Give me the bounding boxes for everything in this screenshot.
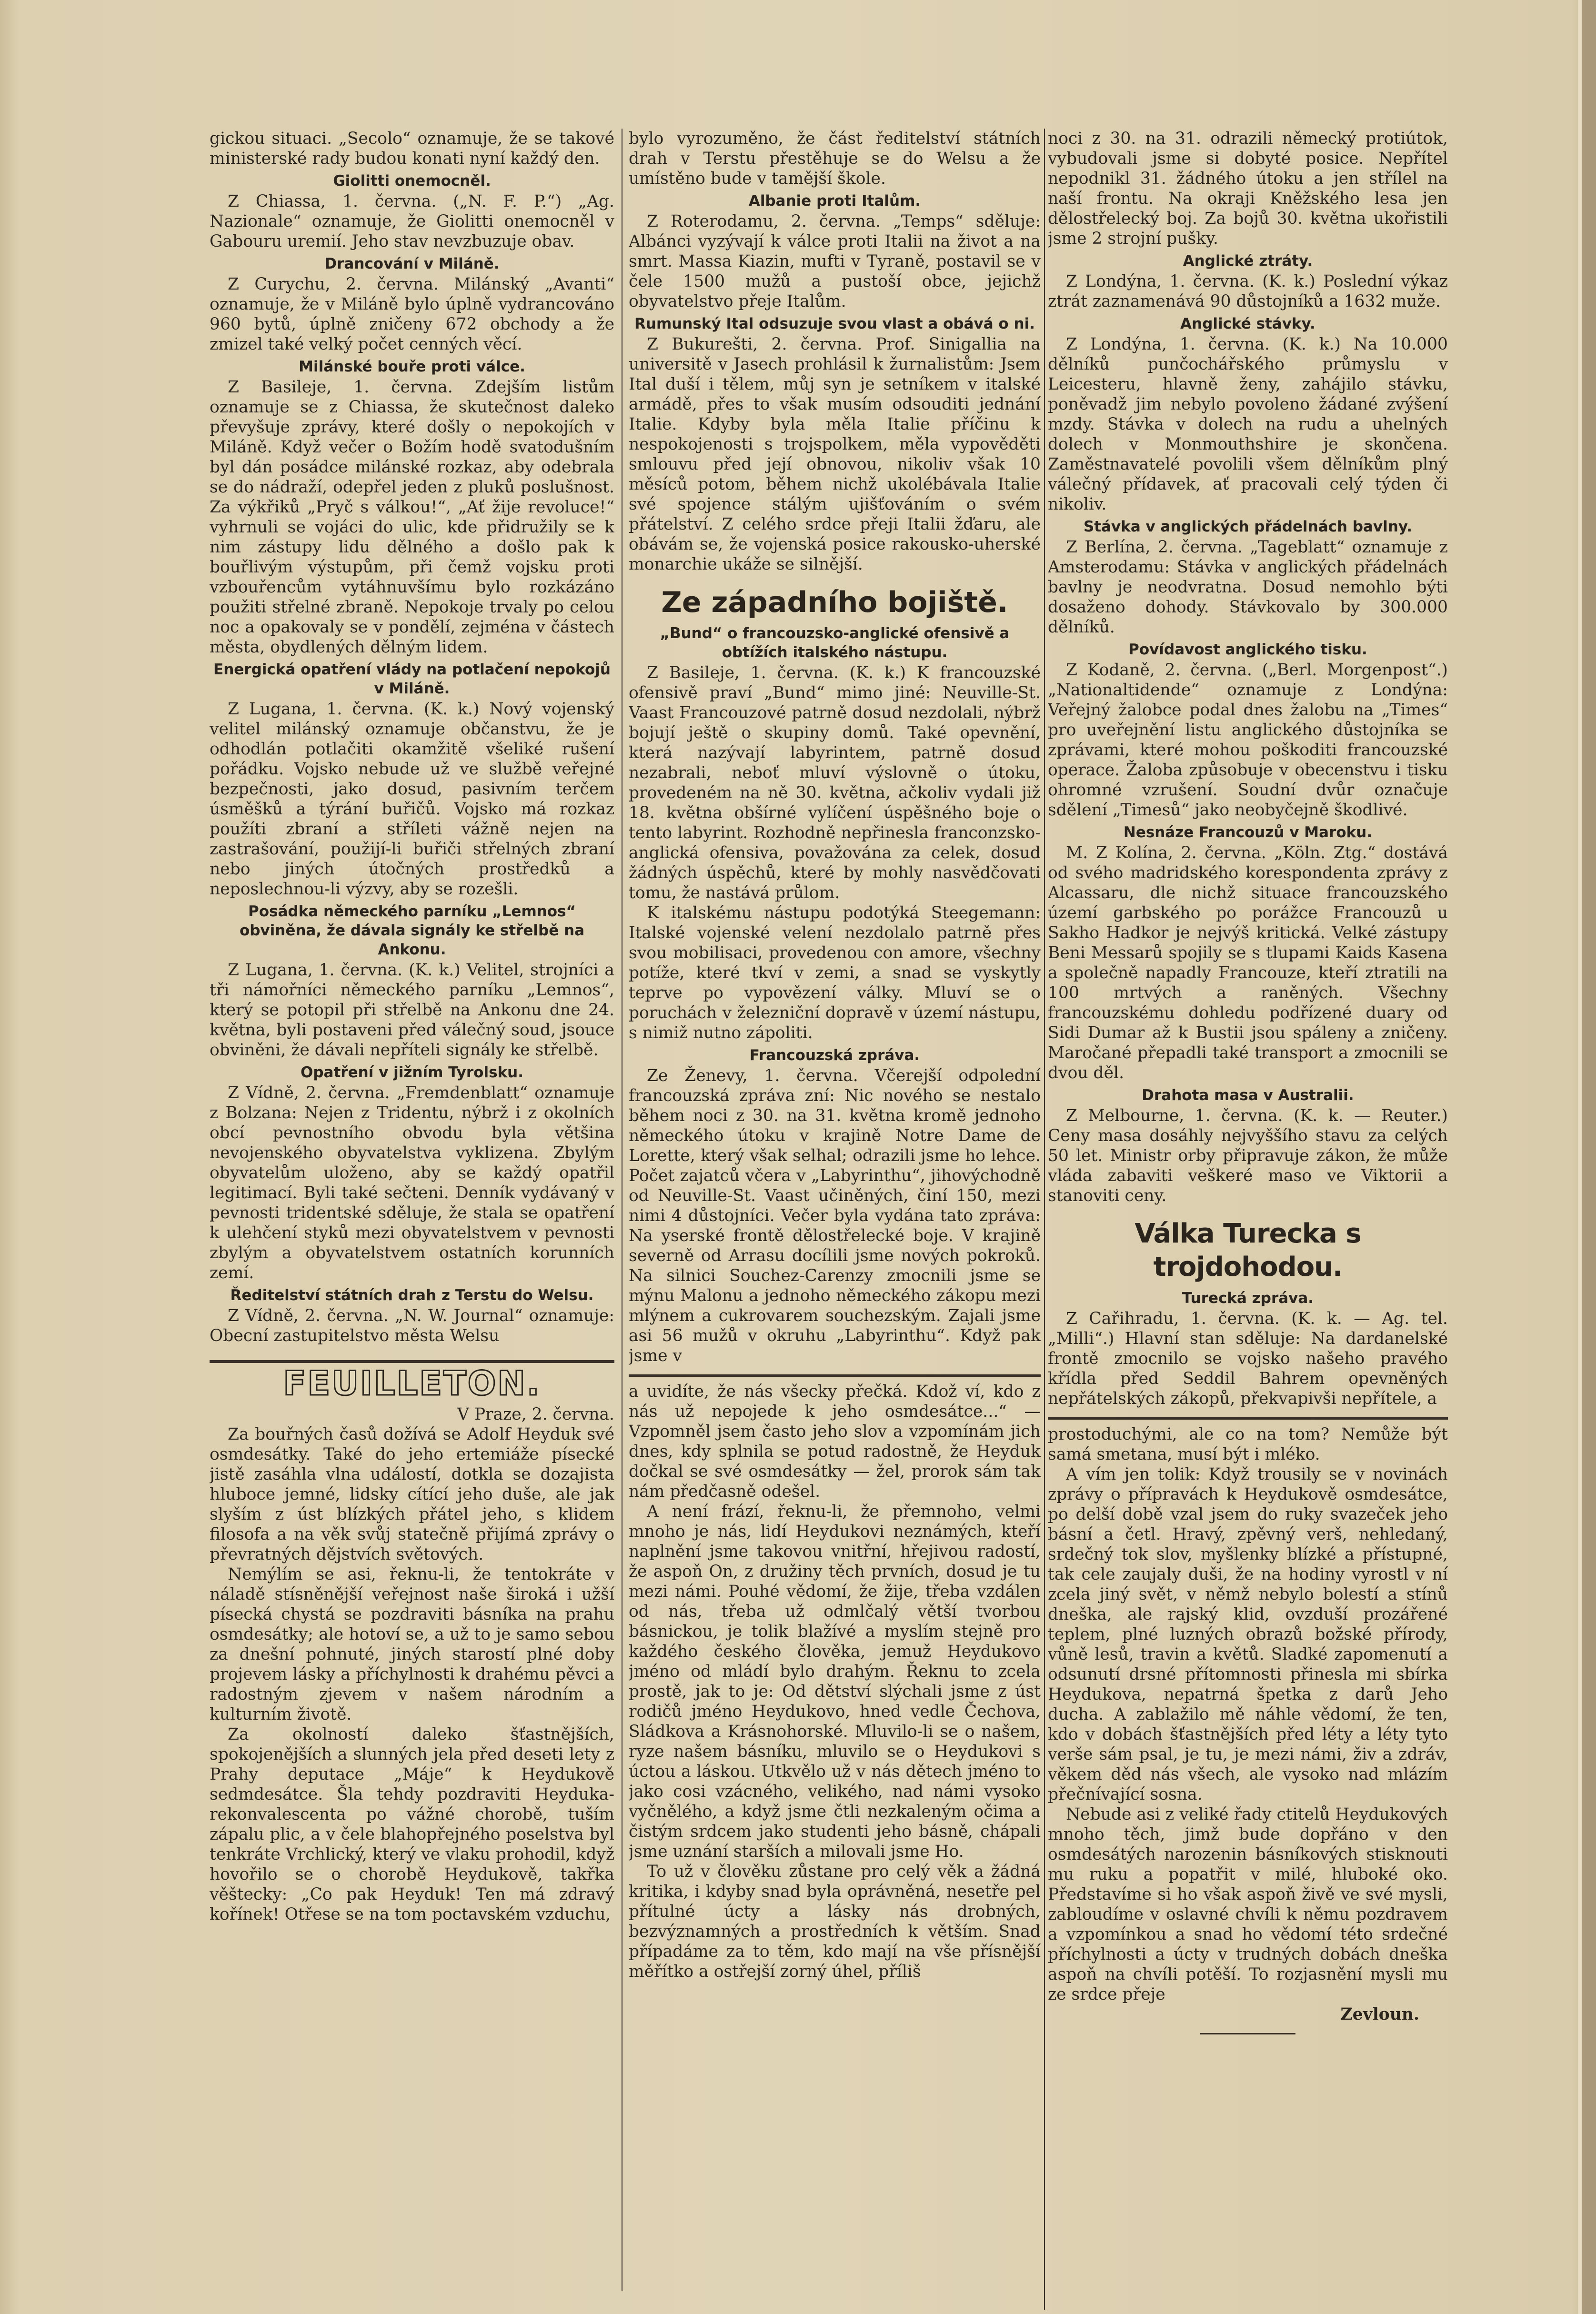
article-paragraph: gickou situaci. „Secolo“ oznamuje, že se takové ministerské rady budou konati nyní každý den. [210, 129, 614, 168]
article-paragraph: Z Cařihradu, 1. června. (K. k. — Ag. tel. „Milli“.) Hlavní stan sděluje: Na dardanelské frontě zmocnilo se vojsko našeho pravého křídla před Seddil Bahrem opevněných nepřátelských zákopů, překvapivši nepřítele, a [1048, 1309, 1448, 1408]
end-rule [1200, 2033, 1295, 2034]
page-edge-highlight [1578, 0, 1582, 2314]
headline-reditelstvi-statnich-drah-z-terstu-do-we: Ředitelství státních drah z Terstu do Welsu. [230, 1287, 594, 1304]
article-paragraph: Z Londýna, 1. června. (K. k.) Poslední výkaz ztrát zaznamenává 90 důstojníků a 1632 muže. [1048, 272, 1448, 311]
article-paragraph: To už v člověku zůstane pro celý věk a žádná kritika, i kdyby snad byla oprávněná, nesetře pel přítulné úcty a lásky nás drobných, bezvýznamných a prostředních k větším. Snad případáme za to těm, kdo mají na vše přísnější měřítko a ostřejší zorný úhel, příliš [629, 1862, 1041, 1981]
article-paragraph: Z Chiassa, 1. června. („N. F. P.“) „Ag. Nazionale“ oznamuje, že Giolitti onemocněl v Gabouru uremií. Jeho stav nevzbuzuje obav. [210, 192, 614, 251]
article-paragraph: Z Kodaně, 2. června. („Berl. Morgenpost“.) „Nationaltidende“ oznamuje z Londýna: Veřejný žalobce podal dnes žalobu na „Times“ pro uveřejnění listu anglického důstojníka se zprávami, které mohou poškoditi francouzské operace. Žaloba způsobuje v obecenstvu i tisku ohromné vzrušení. Soudní dvůr označuje sdělení „Timesů“ jako neobyčejně škodlivé. [1048, 661, 1448, 820]
article-paragraph: Z Vídně, 2. června. „Fremdenblatt“ oznamuje z Bolzana: Nejen z Tridentu, nýbrž i z okolních obcí pevnostního obvodu byla většina nevojenského obyvatelstva vyklizena. Zbylým obyvatelům uloženo, aby se každý opatřil legitimací. Byli také sečteni. Denník vydávaný v pevnosti tridentské sděluje, že stala se opatření k ulehčení styků mezi obyvatelstvem v pevnosti zbylým a obyvatelstvem ostatních korunních zemí. [210, 1083, 614, 1282]
article-paragraph: noci z 30. na 31. odrazili německý protiútok, vybudovali jsme si dobyté posice. Nepřítel nepodnikl 31. žádného útoku a jen střílel na naší frontu. Na okraji Kněžského lesa jen dělostřelecký boj. Za bojů 30. května ukořistili jsme 2 strojní pušky. [1048, 129, 1448, 248]
article-paragraph: Nebude asi z veliké řady ctitelů Heydukových mnoho těch, jimž bude dopřáno v den osmdesátých narozenin básníkových stisknouti mu ruku a popatřit v milé, hluboké oko. Představíme si ho však aspoň živě ve své mysli, zabloudíme v oslavné chvíli k němu pozdravem a vzpomínkou a snad ho vědomí této srdečné příchylnosti a úcty v trudných dobách dneška aspoň na chvíli potěší. To rozjasnění mysli mu ze srdce přeje [1048, 1805, 1448, 2004]
article-paragraph: Za okolností daleko šťastnějších, spokojenějších a slunných jela před deseti lety z Prahy deputace „Máje“ k Heydukově sedmdesátce. Šla tehdy pozdraviti Heyduka-rekonvalescenta po vážné chorobě, tuším zápalu plic, a v čele blahopřejného poselstva byl tenkráte Vrchlický, který ve vlaku prohodil, když hovořilo se o chorobě Heydukově, takřka věštecky: „Co pak Heyduk! Ten má zdravý kořínek! Otřese se na tom poctavském vzduchu, [210, 1725, 614, 1924]
article-paragraph: A vím jen tolik: Když trousily se v novinách zprávy o přípravách k Heydukově osmdesátce, po delší době vzal jsem do ruky svazeček jeho básní a četl. Hravý, zpěvný verš, nehledaný, srdečný tok slov, myšlenky blízké a přístupné, tak cele zaujaly duši, že na hodiny vyrostl v ní zcela jiný svět, v němž nebylo bolestí a stínů dneška, ale rajský klid, ovzduší prozářené teplem, plné luzných obrazů božské přírody, vůně lesů, travin a květů. Sladké zapomenutí a odsunutí drsné přítomnosti přinesla mi sbírka Heydukova, nepatrná špetka z darů Jeho ducha. A zablažilo mě náhle vědomí, že ten, kdo v dobách šťastnějších před léty a léty tyto verše sám psal, je tu, je mezi námi, živ a zdráv, věkem děd nás všech, ale vysoko nad mlázím přečnívající sosna. [1048, 1465, 1448, 1804]
headline-anglicke-stavky: Anglické stávky. [1180, 315, 1315, 332]
article-paragraph: bylo vyrozuměno, že část ředitelství státních drah v Terstu přestěhuje se do Welsu a že umístěno bude v tamější škole. [629, 129, 1041, 188]
column-rule-2 [1044, 129, 1045, 2310]
headline-stavka-v-anglickych-pradelnach-bavlny: Stávka v anglických přádelnách bavlny. [1083, 518, 1413, 535]
article-paragraph: K italskému nástupu podotýká Steegemann: Italské vojenské velení nezdolalo patrně přes svou mobilisaci, provedenou con amore, všechny potíže, které tkví v zemi, a snad se vyskytly teprve po vypovězení války. Mluví se o poruchách v železniční dopravě v území nástupu, s nimiž nutno zápoliti. [629, 903, 1041, 1042]
headline-drahota-masa-v-australii: Drahota masa v Australii. [1142, 1087, 1354, 1104]
article-paragraph: M. Z Kolína, 2. června. „Köln. Ztg.“ dostává od svého madridského korespondenta zprávy z Alcassaru, dle nichž situace francouzského území garbského po porážce Francouzů u Sakho Hadkor je nejvýš kritická. Velké zástupy Beni Messarů spojily se s tlupami Kaids Kasena a společně napadly Francouze, kteří ztratili na 100 mrtvých a raněných. Všechny francouzskému dohledu podřízené duary od Sidi Dumar až k Bustii jsou spáleny a zničeny. Maročané přepadli také transport a zmocnili se dvou děl. [1048, 843, 1448, 1082]
headline-rumunsky-ital-odsuzuje-svou-vlast-a-obav: Rumunský Ital odsuzuje svou vlast a obává o ni. [634, 315, 1035, 332]
article-paragraph: Ze Ženevy, 1. června. Včerejší odpolední francouzská zpráva zní: Nic nového se nestalo během noci z 30. na 31. května kromě jednoho německého útoku v krajině Notre Dame de Lorette, který však selhal; odrazili jsme ho lehce. Počet zajatců včera v „Labyrinthu“, jihovýchodně od Neuville-St. Vaast učiněných, činí 150, mezi nimi 4 důstojníci. Večer byla vydána tato zpráva: Na yserské frontě dělostřelecké boje. V krajině severně od Arrasu docílili jsme nových pokroků. Na silnici Souchez-Carenzy zmocnili jsme se mýnu Malonu a jednoho německého zákopu mezi mlýnem a cukrovarem souchezským. Zajali jsme asi 56 mužů v okruhu „Labyrinthu“. Když pak jsme v [629, 1066, 1041, 1365]
headline-albanie-proti-italum: Albanie proti Italům. [748, 192, 921, 210]
headline-opatreni-v-jiznim-tyrolsku: Opatření v jižním Tyrolsku. [301, 1064, 523, 1081]
article-paragraph: Z Berlína, 2. června. „Tageblatt“ oznamuje z Amsterodamu: Stávka v anglických přádelnách bavlny je neodvratna. Dosud nemohlo býti dosaženo dohody. Stávkovalo by 300.000 dělníků. [1048, 538, 1448, 637]
article-paragraph: Za bouřných časů dožívá se Adolf Heyduk své osmdesátky. Také do jeho ertemiáže písecké jistě zasáhla vlna událostí, dotkla se dozajista hluboce jemné, lidsky cítící jeho duše, ale jak slyším z úst blízkých přátel jeho, s klidem filosofa a na věk svůj statečně přijímá zprávy o převratných dějstvích světových. [210, 1425, 614, 1564]
article-paragraph: Z Lugana, 1. června. (K. k.) Velitel, strojníci a tři námořníci německého parníku „Lemnos“, který se potopil při střelbě na Ankonu dne 24. května, byli postaveni před válečný soud, jsouce obviněni, že dávali nepříteli signály ke střelbě. [210, 961, 614, 1060]
headline-posadka-nemeckeho-parniku-lemnos-obvinen: Posádka německého parníku „Lemnos“ obviněna, že dávala signály ke střelbě na Ankonu. [239, 903, 585, 958]
article-paragraph: Z Basileje, 1. června. Zdejším listům oznamuje se z Chiassa, že skutečnost daleko převyšuje zprávy, které došly o nepokojích v Miláně. Když večer o Božím hodě svatodušním byl dán posádce milánské rozkaz, aby odebrala se do nádraží, odepřel jeden z pluků poslušnost. Za výkřiků „Pryč s válkou!“, „Ať žije revoluce!“ vyhrnuli se vojáci do ulic, kde přidružily se k nim zástupy lidu dělného a došlo pak k bouřlivým výstupům, při čemž vojsku proti vzbouřencům vytáhnuvšímu bylo rozkázáno použiti střelné zbraně. Nepokoje trvaly po celou noc a opakovaly se v pondělí, zejména v částech města, obydlených dělným lidem. [210, 378, 614, 657]
article-paragraph: Nemýlím se asi, řeknu-li, že tentokráte v náladě stísněnější veřejnost naše široká i užší písecká chystá se pozdraviti básníka na prahu osmdesátky; ale hotoví se, a už to je samo sebou za dnešní pohnuté, jiných starostí plné doby projevem lásky a příchylnosti k drahému pěvci a radostným zjevem v našem národním a kulturním životě. [210, 1565, 614, 1724]
page-edge-shadow [1582, 0, 1596, 2314]
headline-milanske-boure-proti-valce: Milánské bouře proti válce. [299, 358, 525, 375]
section-title-western-front: Ze západního bojiště. [661, 586, 1008, 619]
headline-turecka-zprava: Turecká zpráva. [1182, 1290, 1314, 1307]
dateline: V Praze, 2. června. [457, 1405, 614, 1424]
section-divider [1048, 1417, 1448, 1420]
article-paragraph: A není frází, řeknu-li, že přemnoho, velmi mnoho je nás, lidí Heydukovi neznámých, kteří naplnění jsme takovou vnitřní, hřejivou radostí, že aspoň On, z družiny těch prvních, dosud je tu mezi námi. Pouhé vědomí, že žije, třeba vzdálen od nás, třeba už odmlčalý větší tvorbou básnickou, je tolik blažívé a myslím stejně pro každého českého člověka, jemuž Heydukovo jméno od mládí bylo drahým. Řeknu to zcela prostě, jak to je: Od dětství slýchali jsme z úst rodičů jméno Heydukovo, hned vedle Čechova, Sládkova a Krásnohorské. Mluvilo-li se o našem, ryze našem básníku, mluvilo se o Heydukovi s úctou a láskou. Utkvělo už v nás dětech jméno to jako cosi vzácného, velikého, nad námi vysoko vyčnělého, a když jsme čtli nezkaleným očima a čistým srdcem jako studenti jeho básně, chápali jsme uznání starších a milovali jsme Ho. [629, 1502, 1041, 1861]
column-left [210, 129, 614, 2272]
feuilleton-title: FEUILLETON. [283, 1364, 541, 1403]
headline-giolitti-onemocnel: Giolitti onemocněl. [333, 172, 491, 190]
article-paragraph: Z Roterodamu, 2. června. „Temps“ sděluje: Albánci vyzývají k válce proti Italii na život a na smrt. Massa Kiazin, mufti v Tyraně, postavil se v čele 1500 mužů a pustoší obce, jejichž obyvatelstvo přeje Italům. [629, 212, 1041, 311]
headline-francouzska-zprava: Francouzská zpráva. [749, 1047, 920, 1064]
article-paragraph: Z Melbourne, 1. června. (K. k. — Reuter.) Ceny masa dosáhly nejvyššího stavu za celých 50 let. Ministr orby připravuje zákon, že může vláda zabaviti veškeré maso ve Viktorii a stanoviti ceny. [1048, 1106, 1448, 1205]
article-paragraph: Z Bukurešti, 2. června. Prof. Sinigallia na universitě v Jasech prohlásil k žurnalistům: Jsem Ital duší i tělem, můj syn je setníkem v italské armádě, přes to však musím odsouditi jednání Italie. Kdyby byla měla Italie příčinu k nespokojenosti s trojspolkem, měla vypověděti smlouvu před její obnovou, nikoliv však 10 měsíců potom, během nichž ukolébávala Italie své spojence stálým ujišťováním o svém přátelství. Z celého srdce přeji Italii žďaru, ale obávám se, že vojenská posice rakousko-uherské monarchie ukáže se silnější. [629, 335, 1041, 574]
headline-drancovani-v-milane: Drancování v Miláně. [324, 255, 500, 272]
headline-energicka-opatreni-vlady-na-potlaceni-ne: Energická opatření vlády na potlačení nepokojů v Miláně. [213, 661, 611, 697]
author-signature: Zevloun. [1340, 2005, 1419, 2024]
article-paragraph: Z Londýna, 1. června. (K. k.) Na 10.000 dělníků punčochářského průmyslu v Leicesteru, hlavně ženy, zahájilo stávku, poněvadž jim nebylo povoleno žádané zvýšení mzdy. Stávka v dolech na rudu a uhelných dolech v Monmouthshire je skončena. Zaměstnavatelé povolili všem dělníkům plný válečný přídavek, ať pracovali celý týden či nikoliv. [1048, 335, 1448, 514]
section-title-turkey-war: Válka Turecka s trojdohodou. [1134, 1218, 1361, 1282]
article-paragraph: Z Lugana, 1. června. (K. k.) Nový vojenský velitel milánský oznamuje občanstvu, že je odhodlán potlačiti okamžitě všeliké rušení pořádku. Vojsko nebude už ve službě veřejné bezpečnosti, jako dosud, pasivním terčem úsměšků a týrání buřičů. Vojsko má rozkaz použíti zbraní a stříleti vážně nejen na zastrašování, použijí-li buřiči střelných zbraní nebo jiných útočných prostředků a neposlechnou-li výzvy, aby se rozešli. [210, 700, 614, 899]
article-paragraph: Z Vídně, 2. června. „N. W. Journal“ oznamuje: Obecní zastupitelstvo města Welsu [210, 1306, 614, 1345]
headline-bund-o-francouzsko-anglicke-ofensive-a-o: „Bund“ o francouzsko-anglické ofensivě a obtížích italského nástupu. [660, 625, 1010, 661]
article-paragraph: prostoduchými, ale co na tom? Nemůže být samá smetana, musí být i mléko. [1048, 1425, 1448, 1464]
column-right [1048, 129, 1448, 2310]
article-paragraph: Z Curychu, 2. června. Milánský „Avanti“ oznamuje, že v Miláně bylo úplně vydrancováno 960 bytů, úplně zničeny 672 obchody a že zmizel také velký počet cenných věcí. [210, 275, 614, 354]
section-divider [629, 1374, 1041, 1377]
feuilleton-heading [210, 1360, 614, 1403]
article-paragraph: Z Basileje, 1. června. (K. k.) K francouzské ofensivě praví „Bund“ mimo jiné: Neuville-St. Vaast Francouzové patrně dosud nezdolali, nýbrž bojují ještě o skupiny domů. Také opevnění, která nazývají labyrintem, patrně dosud nezabrali, neboť mluví výslovně o útoku, provedeném na ně 30. května, ačkoliv vydali již 18. května obšírné vylíčení úspěšného boje o tento labyrint. Rozhodně nepřinesla franconzsko-anglická ofensiva, považována za celek, dosud žádných úspěchů, které by mohly nasvědčovati tomu, že nastává průlom. [629, 663, 1041, 902]
headline-anglicke-ztraty: Anglické ztráty. [1183, 252, 1313, 270]
headline-povidavost-anglickeho-tisku: Povídavost anglického tisku. [1128, 641, 1367, 658]
headline-nesnaze-francouzu-v-maroku: Nesnáze Francouzů v Maroku. [1123, 824, 1373, 841]
article-paragraph: a uvidíte, že nás všecky přečká. Kdož ví, kdo z nás už nepojede k jeho osmdesátce...“ — Vzpomněl jsem často jeho slov a vzpomínám jich dnes, kdy splnila se potud radostně, že Heyduk dočkal se své osmdesátky — žel, prorok sám tak nám předčasně odešel. [629, 1382, 1041, 1501]
column-middle [629, 129, 1041, 2300]
